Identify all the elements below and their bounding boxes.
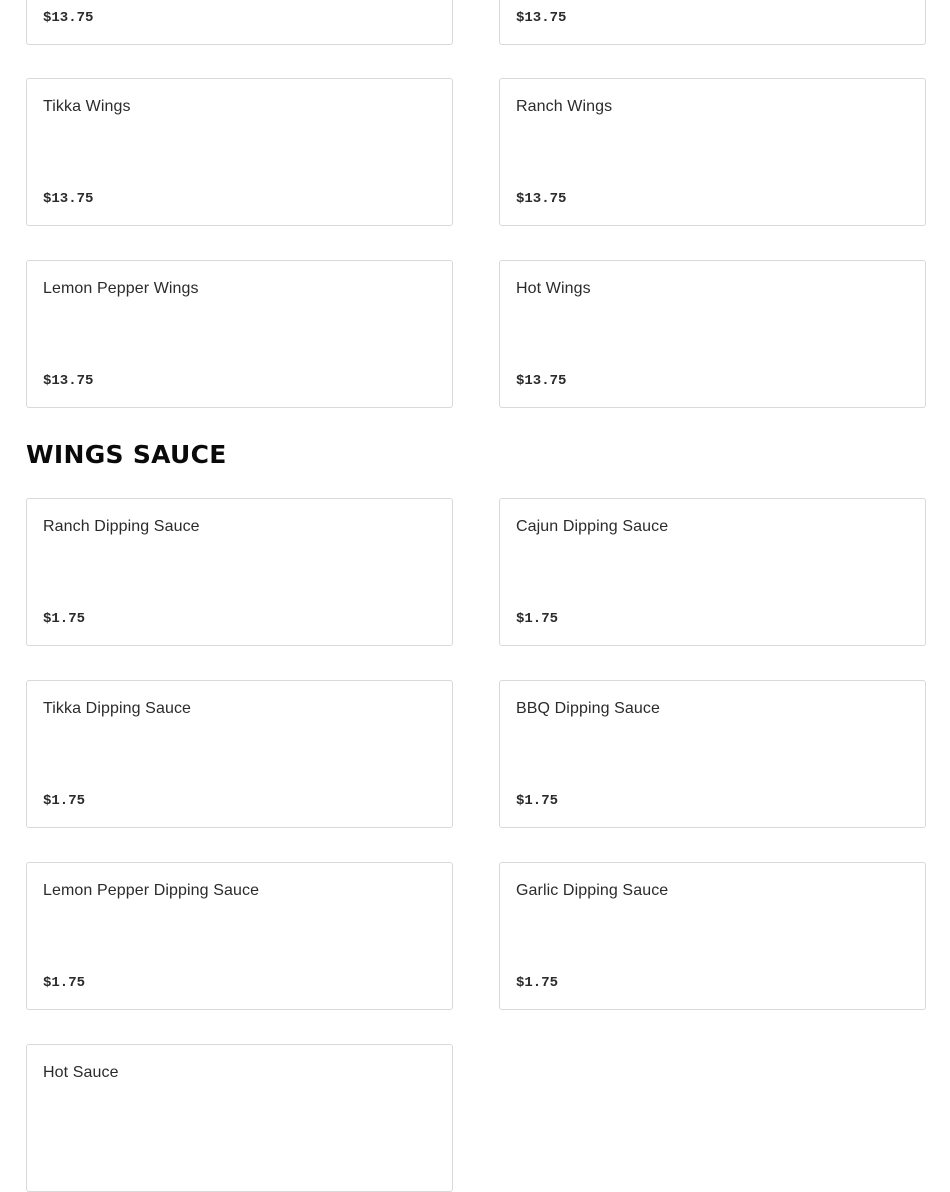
menu-item-card[interactable]	[499, 0, 926, 45]
menu-item-name: Tikka Dipping Sauce	[43, 700, 192, 717]
menu-item-name: Lemon Pepper Dipping Sauce	[43, 882, 260, 899]
menu-item-card[interactable]	[26, 1044, 453, 1192]
menu-item-price: $1.75	[516, 611, 559, 627]
menu-item-price: $1.75	[516, 793, 559, 809]
menu-item-name: Ranch Dipping Sauce	[43, 518, 200, 535]
menu-item-card[interactable]	[26, 680, 453, 828]
menu-item-card[interactable]	[499, 680, 926, 828]
menu-item-card[interactable]	[499, 78, 926, 226]
menu-item-price: $13.75	[516, 191, 567, 207]
menu-item-price: $13.75	[43, 191, 94, 207]
menu-item-card[interactable]	[26, 498, 453, 646]
menu-item-name: Hot Wings	[516, 280, 591, 297]
menu-item-name: Lemon Pepper Wings	[43, 280, 199, 297]
menu-item-price: $1.75	[516, 975, 559, 991]
menu-item-name: Ranch Wings	[516, 98, 613, 115]
menu-item-name: Tikka Wings	[43, 98, 131, 115]
menu-item-price: $13.75	[516, 10, 567, 26]
menu-item-name: Hot Sauce	[43, 1064, 119, 1081]
menu-item-price: $13.75	[43, 373, 94, 389]
menu-item-price: $1.75	[43, 975, 86, 991]
menu-item-card[interactable]	[499, 498, 926, 646]
menu-item-price: $13.75	[43, 10, 94, 26]
menu-item-card[interactable]	[499, 260, 926, 408]
menu-item-card[interactable]	[26, 862, 453, 1010]
menu-item-card[interactable]	[26, 78, 453, 226]
menu-item-name: Cajun Dipping Sauce	[516, 518, 669, 535]
section-title-wings-sauce: WINGS SAUCE	[26, 440, 227, 469]
menu-item-price: $1.75	[43, 793, 86, 809]
menu-item-name: Garlic Dipping Sauce	[516, 882, 669, 899]
menu-item-card[interactable]	[26, 260, 453, 408]
menu-item-card[interactable]	[499, 862, 926, 1010]
menu-item-card[interactable]	[26, 0, 453, 45]
menu-item-price: $1.75	[43, 611, 86, 627]
menu-item-price: $13.75	[516, 373, 567, 389]
menu-item-name: BBQ Dipping Sauce	[516, 700, 661, 717]
